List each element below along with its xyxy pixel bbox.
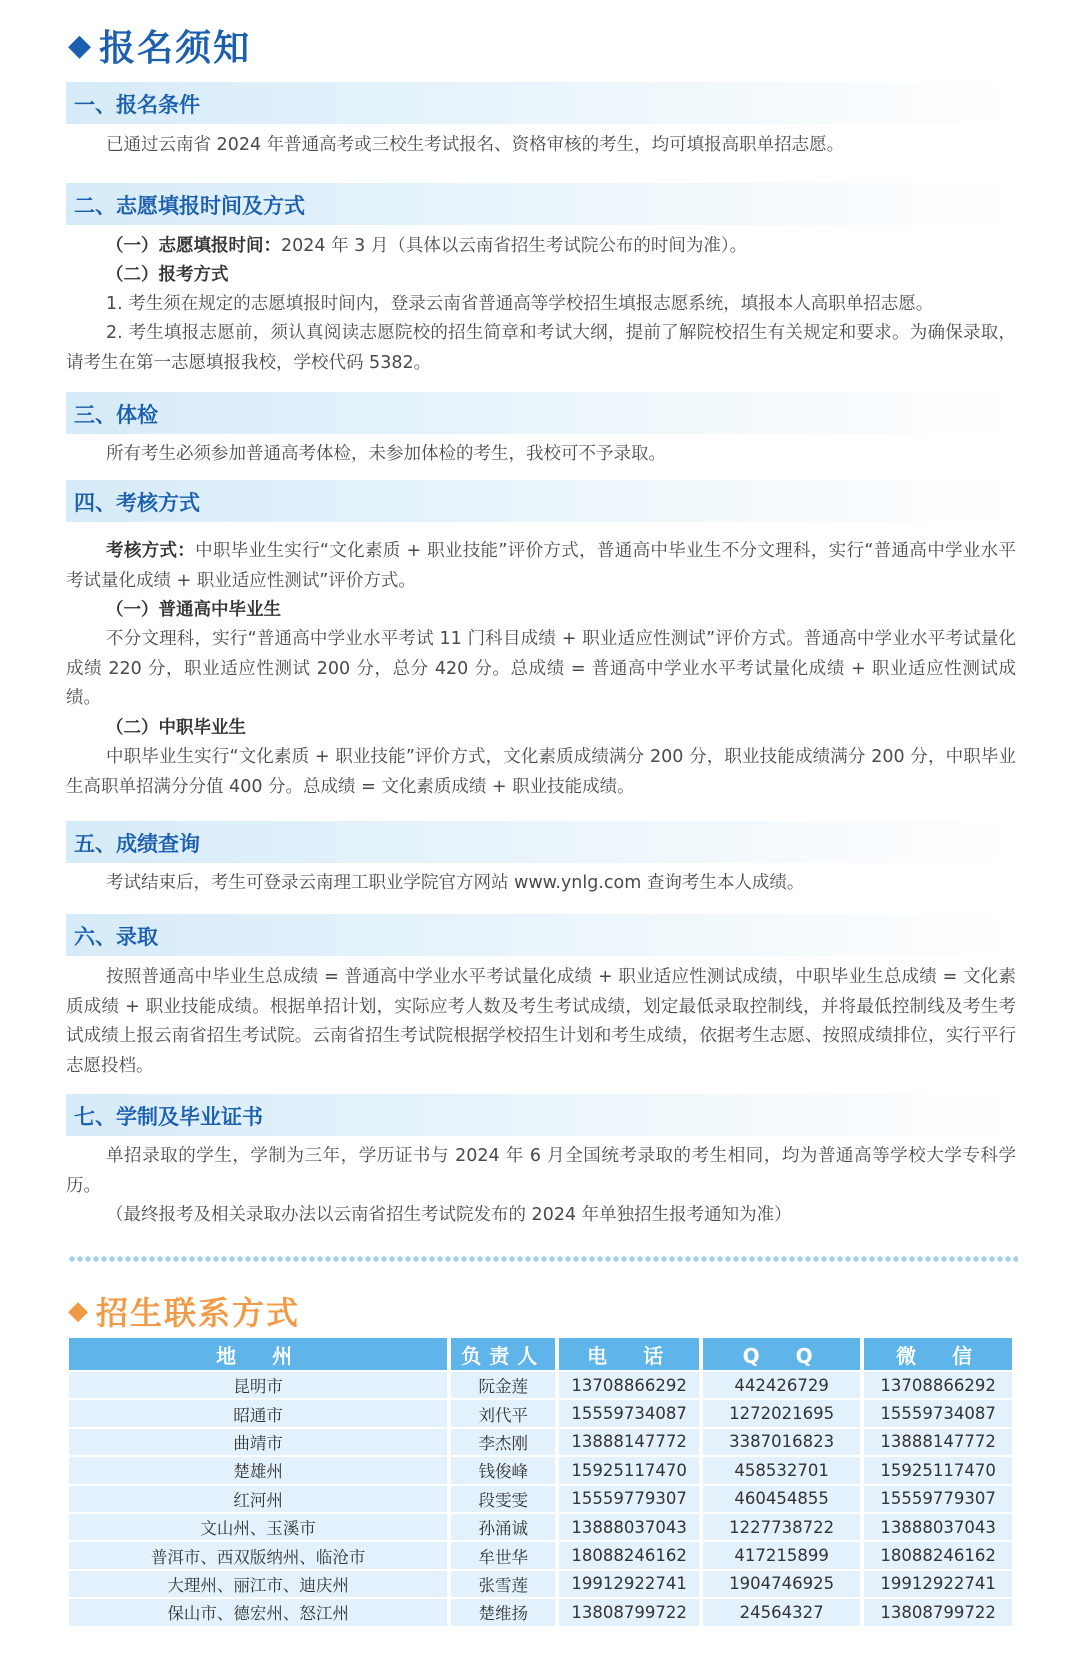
header-phone: 电 话: [559, 1338, 699, 1370]
table-row: [69, 1400, 1012, 1426]
cell-qq: 442426729: [703, 1372, 860, 1398]
page-title: [68, 20, 251, 71]
cell-person: 刘代平: [451, 1400, 555, 1426]
cell-wechat: 15559779307: [864, 1486, 1012, 1512]
cell-qq: 1227738722: [703, 1514, 860, 1540]
application-method-subheading: （二）报考方式: [106, 265, 229, 285]
cell-qq: 417215899: [703, 1542, 860, 1568]
cell-wechat: 15925117470: [864, 1457, 1012, 1483]
section-heading-admission: [66, 914, 1016, 956]
application-method-item-2: 2. 考生填报志愿前，须认真阅读志愿院校的招生简章和考试大纲，提前了解院校招生有关规定和要求。为确保录取，请考生在第一志愿填报我校，学校代码 5382。: [66, 323, 1016, 373]
cell-phone: 13808799722: [559, 1599, 699, 1625]
cell-phone: 15559734087: [559, 1400, 699, 1426]
admission-text: 按照普通高中毕业生总成绩 = 普通高中学业水平考试量化成绩 + 职业适应性测试成绩，中职毕业生总成绩 = 文化素质成绩 + 职业技能成绩。根据单招计划，实际应考人数及考生考试成绩，划定最低录取控制线，并将最低控制线及考生考试成绩上报云南省招生考试院。云南省招生考试院根据学校招生计划和考生成绩，依据考生志愿、按照成绩排位，实行平行志愿投档。: [66, 967, 1016, 1076]
application-time-paragraph: [66, 232, 1016, 262]
cell-person: 阮金莲: [451, 1372, 555, 1398]
cell-wechat: 15559734087: [864, 1400, 1012, 1426]
section-heading-text: 二、志愿填报时间及方式: [74, 194, 305, 218]
cell-qq: 1272021695: [703, 1400, 860, 1426]
score-inquiry-text: 考试结束后，考生可登录云南理工职业学院官方网站 www.ynlg.com 查询考生本人成绩。: [106, 873, 805, 893]
section-heading-score-inquiry: [66, 821, 1016, 863]
contact-title-text: 招生联系方式: [96, 1294, 301, 1332]
cell-region: 红河州: [69, 1486, 447, 1512]
cell-region: 昭通市: [69, 1400, 447, 1426]
assessment-subheading-high-school: （一）普通高中毕业生: [106, 600, 281, 620]
cell-region: 文山州、玉溪市: [69, 1514, 447, 1540]
section-heading-medical-exam: [66, 392, 1016, 434]
section-heading-schooling-certificate: [66, 1094, 1016, 1136]
cell-wechat: 18088246162: [864, 1542, 1012, 1568]
table-row: [69, 1599, 1012, 1625]
page-title-text: 报名须知: [99, 28, 252, 69]
cell-phone: 13708866292: [559, 1372, 699, 1398]
section-heading-text: 一、报名条件: [74, 93, 200, 117]
table-row: [69, 1372, 1012, 1398]
assessment-label: 考核方式：: [106, 541, 196, 561]
assessment-intro-text: 中职毕业生实行“文化素质 + 职业技能”评价方式，普通高中毕业生不分文理科，实行“普通高中学业水平考试量化成绩 + 职业适应性测试”评价方式。: [66, 541, 1017, 591]
cell-qq: 458532701: [703, 1457, 860, 1483]
section-heading-text: 六、录取: [74, 925, 158, 949]
section-heading-application-time: [66, 183, 1016, 225]
table-row: [69, 1571, 1012, 1597]
section-heading-text: 五、成绩查询: [74, 832, 200, 856]
contact-table: [65, 1336, 1016, 1628]
cell-wechat: 13888037043: [864, 1514, 1012, 1540]
cell-wechat: 13808799722: [864, 1599, 1012, 1625]
cell-qq: 3387016823: [703, 1429, 860, 1455]
application-time-label: （一）志愿填报时间：: [106, 236, 281, 256]
header-wechat: 微 信: [864, 1338, 1012, 1370]
assessment-subheading-vocational: （二）中职毕业生: [106, 718, 246, 738]
cell-person: 张雪莲: [451, 1571, 555, 1597]
cell-phone: 15925117470: [559, 1457, 699, 1483]
contact-title: [68, 1288, 300, 1334]
cell-qq: 24564327: [703, 1599, 860, 1625]
cell-phone: 13888037043: [559, 1514, 699, 1540]
assessment-vocational-text: 中职毕业生实行“文化素质 + 职业技能”评价方式，文化素质成绩满分 200 分，职业技能成绩满分 200 分，中职毕业生高职单招满分分值 400 分。总成绩 = 文化素质成绩 + 职业技能成绩。: [66, 747, 1016, 797]
table-row: [69, 1514, 1012, 1540]
cell-wechat: 19912922741: [864, 1571, 1012, 1597]
cell-region: 大理州、丽江市、迪庆州: [69, 1571, 447, 1597]
section-heading-assessment: [66, 480, 1016, 522]
cell-person: 孙涌诚: [451, 1514, 555, 1540]
header-person: 负责人: [451, 1338, 555, 1370]
cell-qq: 460454855: [703, 1486, 860, 1512]
cell-phone: 18088246162: [559, 1542, 699, 1568]
section-heading-text: 三、体检: [74, 403, 158, 427]
section-heading-registration-conditions: [66, 82, 1016, 124]
cell-person: 钱俊峰: [451, 1457, 555, 1483]
cell-region: 保山市、德宏州、怒江州: [69, 1599, 447, 1625]
table-row: [69, 1429, 1012, 1455]
cell-phone: 15559779307: [559, 1486, 699, 1512]
assessment-high-school-text: 不分文理科，实行“普通高中学业水平考试 11 门科目成绩 + 职业适应性测试”评价方式。普通高中学业水平考试量化成绩 220 分，职业适应性测试 200 分，总分 420 分。总成绩 = 普通高中学业水平考试量化成绩 + 职业适应性测试成绩。: [66, 629, 1016, 708]
cell-person: 段雯雯: [451, 1486, 555, 1512]
table-row: [69, 1457, 1012, 1483]
cell-person: 李杰刚: [451, 1429, 555, 1455]
assessment-intro-paragraph: [66, 537, 1016, 596]
schooling-certificate-text: 单招录取的学生，学制为三年，学历证书与 2024 年 6 月全国统考录取的考生相同，均为普通高等学校大学专科学历。: [66, 1146, 1016, 1196]
cell-person: 楚维扬: [451, 1599, 555, 1625]
cell-phone: 13888147772: [559, 1429, 699, 1455]
diamond-icon: ◆: [68, 28, 94, 63]
cell-wechat: 13888147772: [864, 1429, 1012, 1455]
final-note: （最终报考及相关录取办法以云南省招生考试院发布的 2024 年单独招生报考通知为准）: [106, 1205, 792, 1225]
header-qq: Q Q: [703, 1338, 860, 1370]
application-time-text: 2024 年 3 月（具体以云南省招生考试院公布的时间为准）。: [281, 236, 748, 256]
section-heading-text: 七、学制及毕业证书: [74, 1105, 263, 1129]
cell-person: 牟世华: [451, 1542, 555, 1568]
application-method-item-1: 1. 考生须在规定的志愿填报时间内，登录云南省普通高等学校招生填报志愿系统，填报本人高职单招志愿。: [106, 294, 934, 314]
dotted-divider: [68, 1253, 1018, 1265]
cell-qq: 1904746925: [703, 1571, 860, 1597]
cell-region: 曲靖市: [69, 1429, 447, 1455]
medical-exam-text: 所有考生必须参加普通高考体检，未参加体检的考生，我校可不予录取。: [106, 444, 666, 464]
cell-region: 楚雄州: [69, 1457, 447, 1483]
cell-wechat: 13708866292: [864, 1372, 1012, 1398]
cell-phone: 19912922741: [559, 1571, 699, 1597]
header-region: 地 州: [69, 1338, 447, 1370]
diamond-icon: ◆: [68, 1296, 90, 1326]
cell-region: 普洱市、西双版纳州、临沧市: [69, 1542, 447, 1568]
section-heading-text: 四、考核方式: [74, 491, 200, 515]
table-row: [69, 1542, 1012, 1568]
table-row: [69, 1486, 1012, 1512]
contact-table-header-row: [69, 1338, 1012, 1370]
cell-region: 昆明市: [69, 1372, 447, 1398]
registration-conditions-text: 已通过云南省 2024 年普通高考或三校生考试报名、资格审核的考生，均可填报高职单招志愿。: [106, 135, 845, 155]
